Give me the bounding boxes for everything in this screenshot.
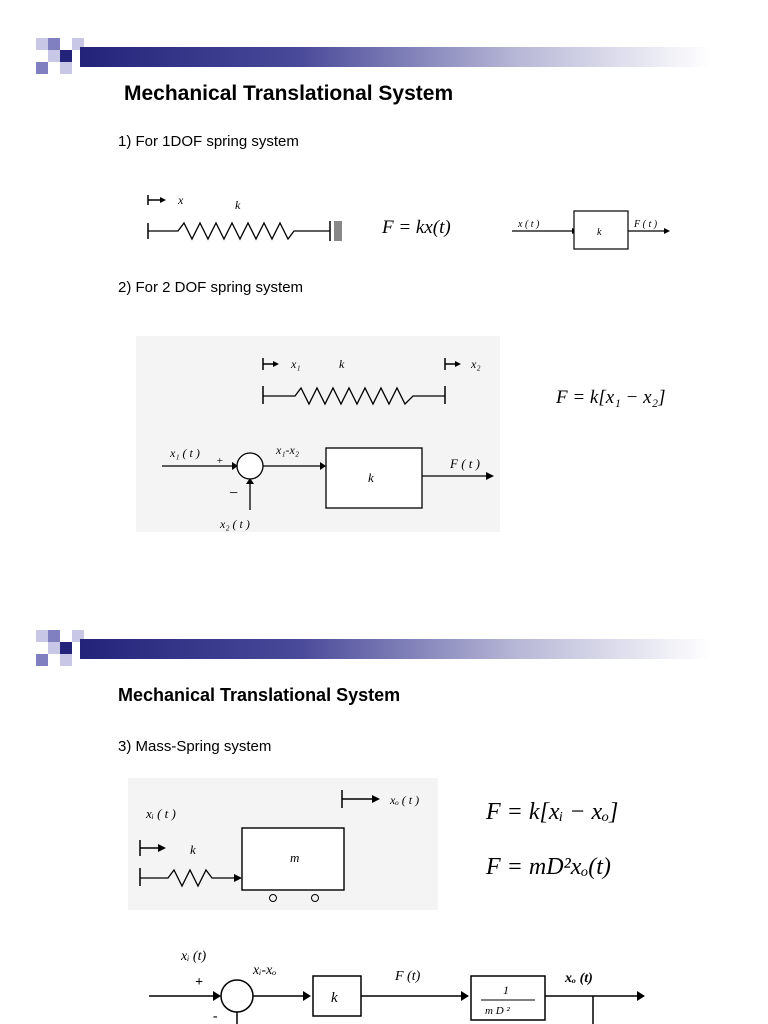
svg-text:x₂: x₂ <box>471 357 481 371</box>
svg-text:+: + <box>195 975 203 990</box>
mass-spring-figure <box>130 782 440 912</box>
svg-text:k: k <box>339 357 345 371</box>
spring-1dof-figure <box>140 185 360 245</box>
svg-text:F ( t ): F ( t ) <box>634 219 658 230</box>
block-diagram-2 <box>150 440 500 535</box>
equation-3: F = k[xᵢ − xₒ] <box>486 799 619 825</box>
svg-text:F ( t ): F ( t ) <box>450 456 480 471</box>
slide-2 <box>0 622 768 1024</box>
slide-header-decoration <box>36 38 716 76</box>
equation-2: F = k[x₁ − x₂] <box>556 387 666 408</box>
slide-title: Mechanical Translational System <box>124 82 454 105</box>
block-diagram-3 <box>145 940 655 1024</box>
item-3-label: 3) Mass-Spring system <box>118 738 272 755</box>
svg-text:+: + <box>216 455 224 467</box>
spring-2dof-figure <box>255 350 495 408</box>
block-diagram-1 <box>510 205 675 255</box>
svg-text:xᵢ-xₒ: xᵢ-xₒ <box>253 963 277 978</box>
slide-header-decoration <box>36 630 716 668</box>
svg-text:k: k <box>368 470 374 485</box>
svg-text:m D ²: m D ² <box>485 1005 510 1017</box>
svg-text:1: 1 <box>503 983 509 997</box>
slide-title: Mechanical Translational System <box>118 685 401 705</box>
equation-1: F = kx(t) <box>382 217 451 238</box>
svg-text:F (t): F (t) <box>395 969 421 984</box>
svg-text:x₁-x₂: x₁-x₂ <box>276 443 299 457</box>
svg-text:x₁: x₁ <box>291 357 301 371</box>
svg-text:-: - <box>213 1009 218 1024</box>
item-1-label: 1) For 1DOF spring system <box>118 133 299 150</box>
svg-text:x ( t ): x ( t ) <box>518 219 540 230</box>
equation-4: F = mD²xₒ(t) <box>486 854 611 880</box>
svg-text:xᵢ (t): xᵢ (t) <box>181 949 207 964</box>
svg-text:x₂ ( t ): x₂ ( t ) <box>220 517 250 531</box>
svg-text:x₁ ( t ): x₁ ( t ) <box>170 446 200 460</box>
svg-text:k: k <box>597 227 602 238</box>
item-2-label: 2) For 2 DOF spring system <box>118 279 304 296</box>
svg-text:xₒ ( t ): xₒ ( t ) <box>390 793 420 807</box>
svg-text:xₒ (t): xₒ (t) <box>565 971 593 986</box>
k-label: k <box>235 198 241 212</box>
svg-text:m: m <box>290 850 300 865</box>
svg-text:xᵢ ( t ): xᵢ ( t ) <box>146 806 176 821</box>
svg-text:k: k <box>190 842 196 857</box>
svg-text:k: k <box>331 990 338 1006</box>
svg-text:−: − <box>228 485 239 502</box>
x-label: x <box>178 193 184 207</box>
